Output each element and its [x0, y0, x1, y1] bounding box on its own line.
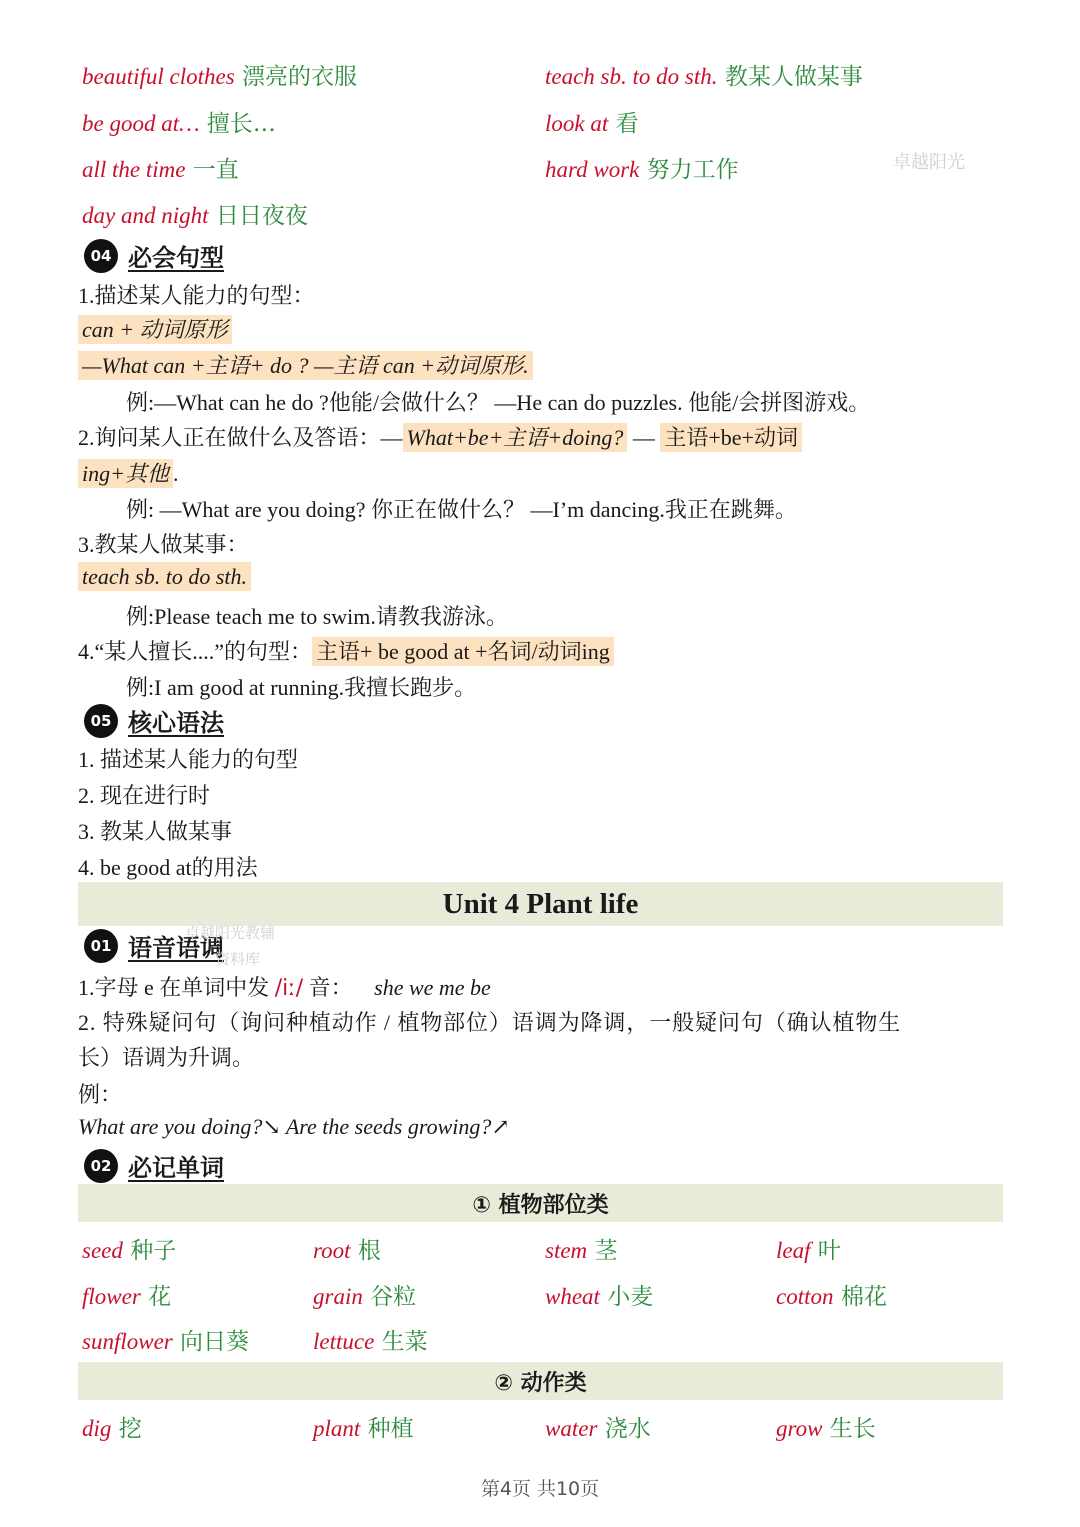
section-title: 核心语法 — [128, 709, 224, 737]
word-item — [545, 1410, 651, 1443]
word-zh: 生菜 — [381, 1329, 428, 1355]
word-zh: 挖 — [118, 1416, 142, 1442]
watermark: 卓越阳光 — [893, 152, 965, 173]
word-item — [82, 1410, 142, 1443]
example-words: she we me be — [374, 975, 491, 1000]
phrase-be-good-at — [82, 105, 276, 138]
section-number-badge: 04 — [84, 239, 118, 273]
word-en: lettuce — [313, 1329, 375, 1354]
word-zh: 谷粒 — [370, 1284, 417, 1310]
section-number-badge: 01 — [84, 929, 118, 963]
phrase-en: teach sb. to do sth. — [545, 64, 718, 89]
pattern-1-highlight-b — [78, 349, 533, 380]
word-en: grain — [313, 1284, 363, 1309]
pattern-4-example: 例:I am good at running.我擅长跑步。 — [126, 675, 477, 700]
watermark: 资料库 — [215, 950, 261, 968]
text: 1.字母 e 在单词中发 — [78, 975, 275, 1000]
section-number-badge: 05 — [84, 704, 118, 738]
phrase-zh: 努力工作 — [646, 157, 739, 183]
highlight: 主语+be+动词 — [660, 423, 802, 452]
phrase-en: be good at… — [82, 111, 200, 136]
watermark: 卓越阳光教辅 — [185, 924, 276, 942]
word-en: grow — [776, 1416, 823, 1441]
text: 4.“某人擅长....”的句型： — [78, 639, 313, 664]
text: 音： — [303, 975, 353, 1000]
text: — — [627, 425, 661, 450]
section-heading-05 — [84, 703, 224, 738]
highlight: —What can +主语+ do ? —主语 can +动词原形. — [78, 351, 533, 380]
word-zh: 茎 — [594, 1238, 618, 1264]
phrase-zh: 日日夜夜 — [215, 203, 308, 229]
section-heading-04 — [84, 238, 224, 273]
grammar-item: 1. 描述某人能力的句型 — [78, 747, 299, 772]
phrase-en: beautiful clothes — [82, 64, 235, 89]
phrase-day-and-night — [82, 197, 308, 230]
word-zh: 向日葵 — [180, 1329, 250, 1355]
phrase-en: all the time — [82, 157, 186, 182]
phrase-hard-work — [545, 151, 739, 184]
section-title: 语音语调 — [128, 934, 224, 962]
word-item — [313, 1410, 414, 1443]
intonation-example: What are you doing?↘ Are the seeds growing?↗ — [78, 1114, 510, 1139]
word-zh: 叶 — [817, 1238, 841, 1264]
word-en: wheat — [545, 1284, 600, 1309]
word-item — [313, 1323, 428, 1356]
pattern-3-highlight — [78, 564, 251, 590]
ipa-symbol: /iː/ — [274, 976, 304, 1001]
phrase-zh: 教某人做某事 — [724, 64, 863, 90]
section-title: 必记单词 — [128, 1154, 224, 1182]
phrase-zh: 漂亮的衣服 — [241, 64, 357, 90]
word-zh: 浇水 — [604, 1416, 651, 1442]
section-title: 必会句型 — [128, 244, 224, 272]
phrase-all-the-time — [82, 151, 239, 184]
phrase-zh: 看 — [615, 111, 639, 137]
word-en: root — [313, 1238, 351, 1263]
word-en: dig — [82, 1416, 112, 1441]
word-item — [545, 1278, 653, 1311]
word-zh: 棉花 — [840, 1284, 887, 1310]
word-item — [776, 1232, 841, 1265]
phonics-line-2b: 长）语调为升调。 — [78, 1045, 255, 1070]
pattern-2-line-b — [78, 457, 178, 488]
category-band-plant-parts: ① 植物部位类 — [78, 1184, 1003, 1222]
text: . — [172, 461, 179, 486]
word-en: plant — [313, 1416, 361, 1441]
pattern-2-line-a — [78, 421, 802, 452]
word-item — [776, 1278, 887, 1311]
unit-title: Unit 4 Plant life — [78, 882, 1003, 926]
pattern-1-example: 例:—What can he do ?他能/会做什么？ —He can do puzzles. 他能/会拼图游戏。 — [126, 390, 871, 415]
phrase-beautiful-clothes — [82, 58, 357, 91]
word-item — [82, 1278, 171, 1311]
word-en: cotton — [776, 1284, 834, 1309]
pattern-1-title: 1.描述某人能力的句型： — [78, 283, 315, 308]
word-en: leaf — [776, 1238, 811, 1263]
section-number-badge: 02 — [84, 1149, 118, 1183]
word-item — [776, 1410, 876, 1443]
grammar-item: 2. 现在进行时 — [78, 783, 211, 808]
phrase-en: hard work — [545, 157, 640, 182]
text: 2.询问某人正在做什么及答语：— — [78, 425, 403, 450]
pattern-1-highlight-a — [78, 313, 232, 344]
word-item — [82, 1232, 176, 1265]
word-zh: 花 — [148, 1284, 172, 1310]
highlight: What+be+主语+doing? — [403, 423, 628, 452]
word-en: sunflower — [82, 1329, 173, 1354]
category-band-actions: ② 动作类 — [78, 1362, 1003, 1400]
grammar-item: 4. be good at的用法 — [78, 855, 258, 880]
pattern-2-example: 例: —What are you doing? 你正在做什么？ —I’m dancing.我正在跳舞。 — [126, 497, 797, 522]
section-heading-02 — [84, 1148, 224, 1183]
phrase-zh: 擅长… — [206, 111, 276, 137]
word-item — [82, 1323, 249, 1356]
pattern-3-example: 例:Please teach me to swim.请教我游泳。 — [126, 604, 508, 629]
word-zh: 生长 — [829, 1416, 876, 1442]
word-zh: 根 — [357, 1238, 381, 1264]
word-item — [313, 1232, 381, 1265]
word-zh: 种子 — [130, 1238, 177, 1264]
example-label: 例： — [78, 1082, 123, 1107]
word-zh: 小麦 — [607, 1284, 654, 1310]
pattern-3-title: 3.教某人做某事： — [78, 532, 249, 557]
phonics-line-1 — [78, 971, 491, 1002]
word-zh: 种植 — [367, 1416, 414, 1442]
pattern-4-line — [78, 635, 614, 666]
word-item — [313, 1278, 416, 1311]
phrase-teach-sb — [545, 58, 863, 91]
word-en: stem — [545, 1238, 588, 1263]
word-item — [545, 1232, 617, 1265]
phrase-en: day and night — [82, 203, 209, 228]
page-number: 第4页 共10页 — [480, 1478, 600, 1500]
phrase-en: look at — [545, 111, 609, 136]
grammar-item: 3. 教某人做某事 — [78, 819, 233, 844]
phrase-look-at — [545, 105, 639, 138]
highlight: 主语+ be good at +名词/动词ing — [312, 637, 614, 666]
highlight: ing+其他 — [78, 459, 173, 488]
phrase-zh: 一直 — [192, 157, 239, 183]
highlight: teach sb. to do sth. — [78, 562, 251, 591]
word-en: seed — [82, 1238, 123, 1263]
word-en: water — [545, 1416, 598, 1441]
phonics-line-2a: 2. 特殊疑问句（询问种植动作 / 植物部位）语调为降调，一般疑问句（确认植物生 — [78, 1010, 902, 1035]
word-en: flower — [82, 1284, 141, 1309]
highlight: can + 动词原形 — [78, 315, 232, 344]
